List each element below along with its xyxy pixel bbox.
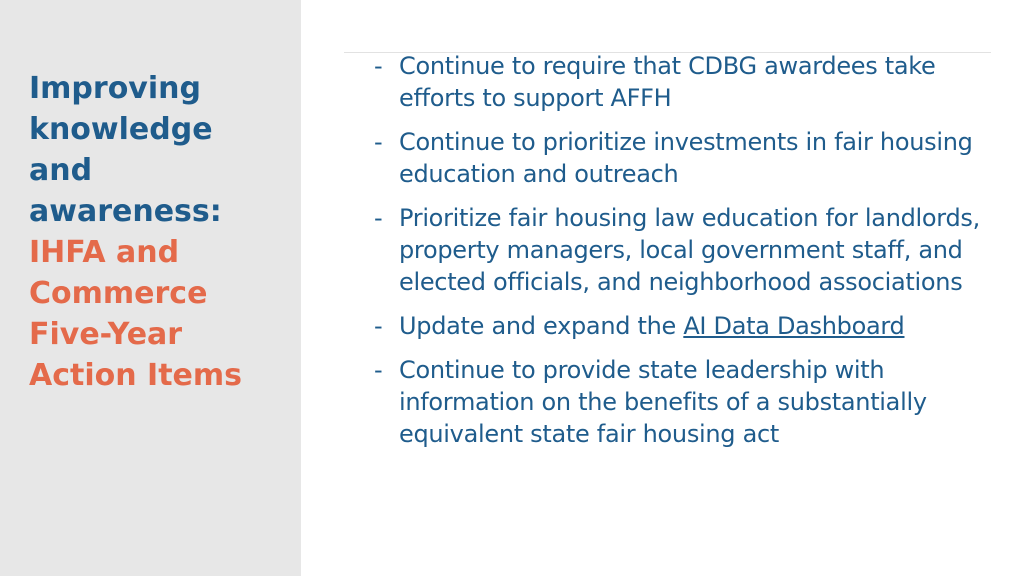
bullet-dash: - <box>374 312 383 340</box>
title-accent-line: IHFA and <box>29 235 180 270</box>
title-accent-line: Commerce <box>29 276 208 311</box>
list-item <box>374 202 984 298</box>
sidebar-panel <box>0 0 301 576</box>
list-item-text: Prioritize fair housing law education for landlords, property managers, local government staff, and elected officials, and neighborhood associations <box>399 204 980 296</box>
list-item <box>374 126 984 190</box>
ai-data-dashboard-link[interactable]: AI Data Dashboard <box>683 312 905 340</box>
bullet-dash: - <box>374 356 383 384</box>
title-line: and <box>29 153 93 188</box>
list-item <box>374 310 984 342</box>
title-accent-line: Five-Year <box>29 317 183 352</box>
action-items-list <box>374 50 984 462</box>
title-line: knowledge <box>29 112 213 147</box>
list-item <box>374 50 984 114</box>
title-line: awareness: <box>29 194 222 229</box>
list-item-text: Continue to prioritize investments in fair housing education and outreach <box>399 128 973 188</box>
list-item-text: Update and expand the <box>399 312 684 340</box>
list-item-text: Continue to require that CDBG awardees take efforts to support AFFH <box>399 52 936 112</box>
list-item <box>374 354 984 450</box>
bullet-dash: - <box>374 204 383 232</box>
slide-title <box>29 68 291 396</box>
bullet-dash: - <box>374 128 383 156</box>
bullet-dash: - <box>374 52 383 80</box>
title-accent-line: Action Items <box>29 358 243 393</box>
list-item-text: Continue to provide state leadership with information on the benefits of a substantially equivalent state fair housing act <box>399 356 927 448</box>
title-line: Improving <box>29 71 201 106</box>
